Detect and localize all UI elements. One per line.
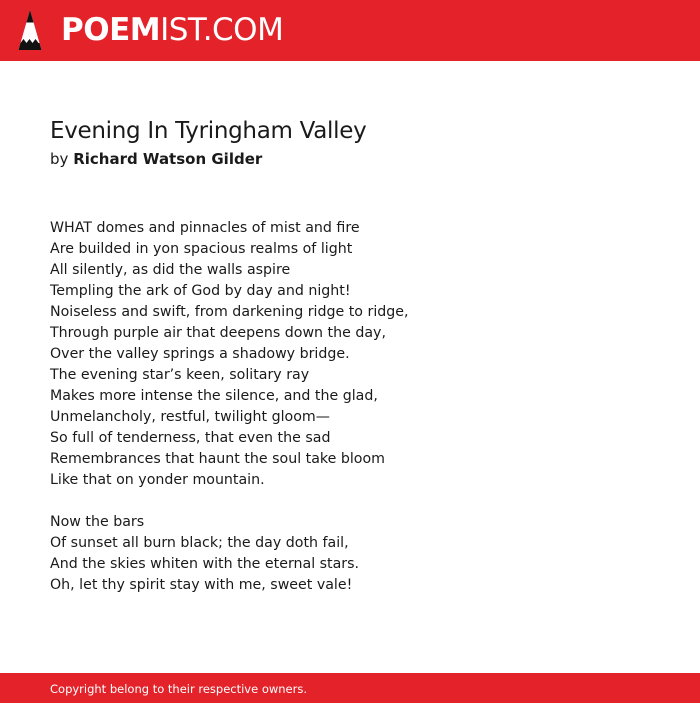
- poem-byline: [50, 149, 262, 169]
- site-footer: [0, 673, 700, 703]
- poem-line: So full of tenderness, that even the sad: [50, 430, 331, 446]
- poem-line: WHAT domes and pinnacles of mist and fire: [50, 220, 360, 236]
- poem-line: Oh, let thy spirit stay with me, sweet vale!: [50, 577, 353, 593]
- poem-title: Evening In Tyringham Valley: [50, 118, 367, 144]
- poem-body: [50, 218, 650, 596]
- poem-line: Unmelancholy, restful, twilight gloom—: [50, 409, 330, 425]
- poem-line: All silently, as did the walls aspire: [50, 262, 291, 278]
- logo-light-text: IST.COM: [160, 12, 284, 48]
- poem-stanza-2: [50, 512, 650, 596]
- poem-stanza-1: [50, 218, 650, 491]
- poem-line: Now the bars: [50, 514, 145, 530]
- pencil-tip-icon[interactable]: [17, 9, 43, 51]
- poem-line: Templing the ark of God by day and night!: [50, 283, 351, 299]
- poem-line: Remembrances that haunt the soul take bloom: [50, 451, 385, 467]
- poem-line: Like that on yonder mountain.: [50, 472, 265, 488]
- poem-author: Richard Watson Gilder: [73, 150, 263, 168]
- poem-line: The evening star’s keen, solitary ray: [50, 367, 310, 383]
- poem-line: Are builded in yon spacious realms of light: [50, 241, 353, 257]
- poem-line: Noiseless and swift, from darkening ridge to ridge,: [50, 304, 409, 320]
- site-header: [0, 0, 700, 61]
- poem-line: And the skies whiten with the eternal stars.: [50, 556, 360, 572]
- by-label: by: [50, 150, 69, 168]
- poem-line: Through purple air that deepens down the day,: [50, 325, 386, 341]
- logo-bold-text: POEM: [61, 12, 161, 48]
- site-logo[interactable]: [61, 12, 283, 48]
- poem-line: Over the valley springs a shadowy bridge.: [50, 346, 350, 362]
- poem-line: Makes more intense the silence, and the glad,: [50, 388, 378, 404]
- poem-line: Of sunset all burn black; the day doth fail,: [50, 535, 349, 551]
- copyright-text: Copyright belong to their respective owners.: [50, 682, 308, 696]
